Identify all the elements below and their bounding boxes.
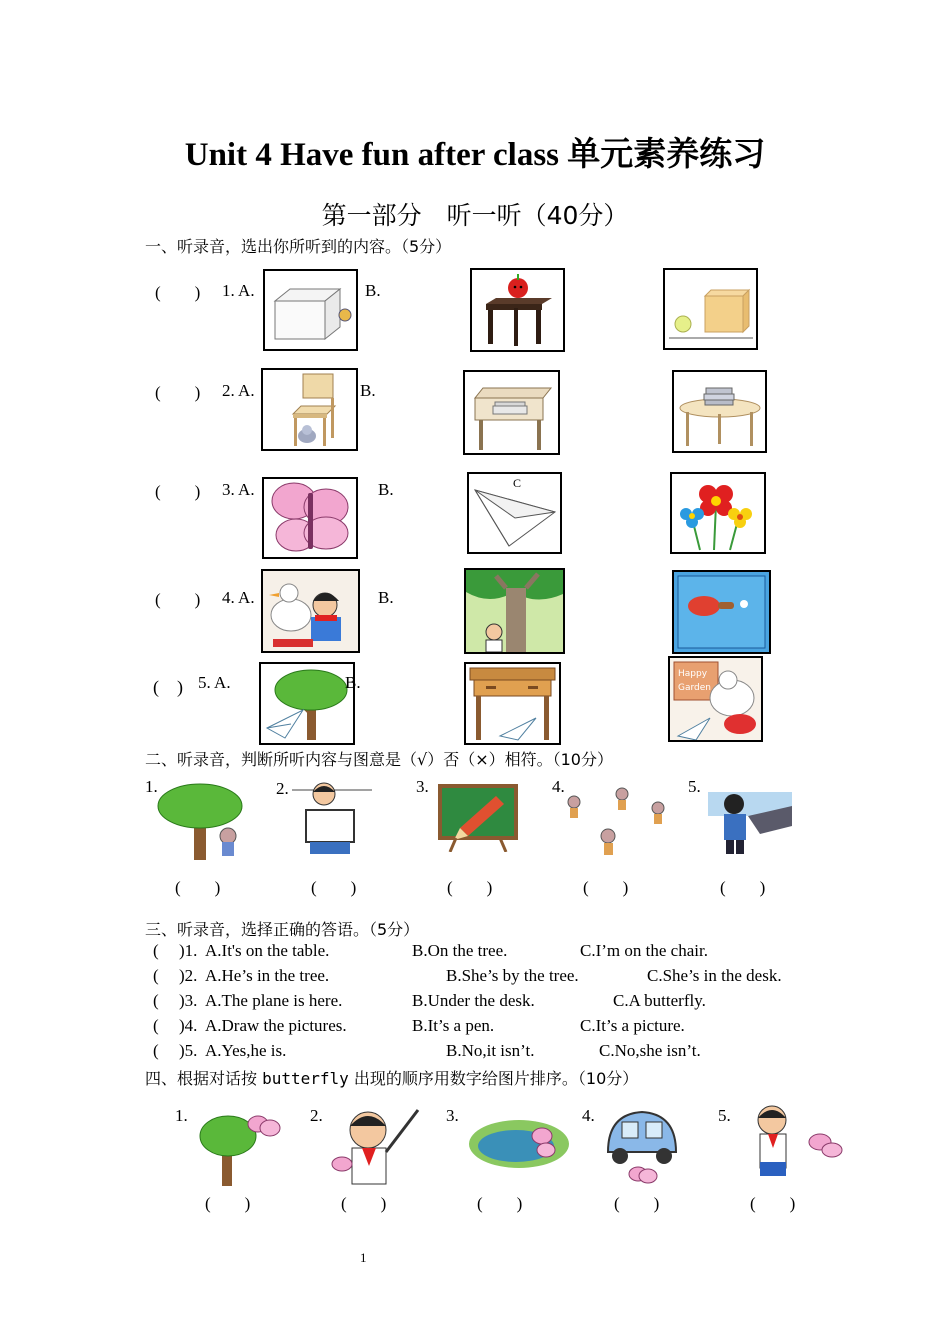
question-number: )5. — [179, 1041, 198, 1060]
option-b[interactable]: B.She’s by the tree. — [446, 966, 579, 985]
svg-text:Garden: Garden — [678, 683, 711, 693]
page-number: 1 — [360, 1250, 367, 1265]
option-c[interactable]: C.It’s a picture. — [580, 1016, 685, 1035]
garden-sign-picture[interactable] — [668, 656, 763, 742]
option-c[interactable]: C.No,she isn’t. — [599, 1041, 701, 1060]
ping-pong-paddle-picture[interactable] — [672, 570, 771, 654]
worksheet-title: Unit 4 Have fun after class 单元素养练习 — [184, 137, 766, 173]
option-b-label: B. — [378, 588, 394, 607]
item-number: 3. — [416, 777, 429, 796]
answer-blank[interactable]: ( — [153, 966, 159, 985]
option-c[interactable]: C.A butterfly. — [613, 991, 706, 1010]
answer-blank[interactable]: ( — [153, 1041, 159, 1060]
section3-heading: 三、听录音，选择正确的答语。（5分） — [145, 920, 420, 939]
option-c[interactable]: C.She’s in the desk. — [647, 966, 782, 985]
option-b-label: B. — [365, 281, 381, 300]
butterfly-over-pond-image — [466, 1110, 572, 1172]
question-number: )4. — [179, 1016, 198, 1035]
sign-text: Happy — [678, 669, 708, 679]
desk-with-books-picture[interactable] — [463, 370, 560, 455]
option-c[interactable]: C.I’m on the chair. — [580, 941, 708, 960]
answer-blank[interactable]: ( ) — [614, 1194, 660, 1213]
apple-on-table-picture[interactable] — [470, 268, 565, 352]
answer-blank[interactable]: ( — [153, 941, 159, 960]
answer-blank[interactable]: ( ) — [175, 878, 221, 897]
paper-plane-picture[interactable] — [467, 472, 562, 554]
answer-blank[interactable]: ( ) — [153, 677, 183, 697]
answer-blank[interactable]: ( ) — [750, 1194, 796, 1213]
boy-behind-tree-picture[interactable] — [464, 568, 565, 654]
books-on-table-picture[interactable] — [672, 370, 767, 453]
option-b-label: B. — [360, 381, 376, 400]
item-number: 5. — [688, 777, 701, 796]
mouse-by-tree-image — [154, 780, 260, 862]
butterfly-picture[interactable] — [262, 477, 358, 559]
answer-blank[interactable]: ( — [153, 991, 159, 1010]
option-a[interactable]: A.He’s in the tree. — [205, 966, 330, 985]
question-number: )2. — [179, 966, 198, 985]
option-c-label: C — [513, 476, 522, 490]
plane-by-tree-picture[interactable] — [259, 662, 355, 745]
answer-blank[interactable]: ( ) — [477, 1194, 523, 1213]
butterfly-by-tree-image — [192, 1106, 284, 1186]
answer-blank[interactable]: ( ) — [583, 878, 629, 897]
answer-blank[interactable]: ( ) — [205, 1194, 251, 1213]
boy-with-butterfly-image — [322, 1102, 432, 1186]
girl-with-butterfly-image — [736, 1102, 846, 1182]
option-a[interactable]: A.Yes,he is. — [205, 1041, 287, 1060]
option-b[interactable]: B.It’s a pen. — [412, 1016, 495, 1035]
ball-next-to-box-picture[interactable] — [663, 268, 758, 350]
option-b[interactable]: B.No,it isn’t. — [446, 1041, 535, 1060]
item-number: 2. — [310, 1106, 323, 1125]
section4-heading: 四、根据对话按 butterfly 出现的顺序用数字给图片排序。（10分） — [145, 1069, 639, 1088]
answer-blank[interactable]: ( — [153, 1016, 159, 1035]
answer-blank[interactable]: ( ) — [155, 482, 201, 501]
cat-under-chair-picture[interactable] — [261, 368, 358, 451]
girl-with-duck-picture[interactable] — [261, 569, 360, 653]
option-b[interactable]: B.On the tree. — [412, 941, 508, 960]
answer-blank[interactable]: ( ) — [155, 590, 201, 609]
item-number: 4. — [582, 1106, 595, 1125]
item-number: 1. — [145, 777, 158, 796]
answer-blank[interactable]: ( ) — [720, 878, 766, 897]
boy-drawing-image — [292, 780, 372, 854]
question-number: 3. A. — [222, 480, 255, 499]
item-number: 2. — [276, 779, 289, 798]
answer-blank[interactable]: ( ) — [311, 878, 357, 897]
option-b[interactable]: B.Under the desk. — [412, 991, 535, 1010]
question-number: )3. — [179, 991, 198, 1010]
mice-running-image — [560, 782, 670, 862]
question-number: 5. A. — [198, 673, 231, 692]
pencil-on-board-image — [436, 782, 520, 852]
item-number: 5. — [718, 1106, 731, 1125]
option-b-label: B. — [378, 480, 394, 499]
boy-at-desk-image — [708, 786, 792, 856]
item-number: 4. — [552, 777, 565, 796]
question-number: )1. — [179, 941, 198, 960]
part-title: 第一部分 听一听（40分） — [321, 201, 629, 230]
box-ball-behind-picture[interactable] — [263, 269, 358, 351]
item-number: 3. — [446, 1106, 459, 1125]
question-number: 4. A. — [222, 588, 255, 607]
question-number: 2. A. — [222, 381, 255, 400]
answer-blank[interactable]: ( ) — [341, 1194, 387, 1213]
option-a[interactable]: A.The plane is here. — [205, 991, 343, 1010]
answer-blank[interactable]: ( ) — [155, 383, 201, 402]
flowers-picture[interactable] — [670, 472, 766, 554]
butterfly-under-car-image — [602, 1104, 682, 1188]
question-number: 1. A. — [222, 281, 255, 300]
item-number: 1. — [175, 1106, 188, 1125]
option-a[interactable]: A.It's on the table. — [205, 941, 330, 960]
plane-under-desk-picture[interactable] — [464, 662, 561, 745]
section2-heading: 二、听录音，判断所听内容与图意是（√）否（×）相符。（10分） — [145, 750, 613, 769]
option-a[interactable]: A.Draw the pictures. — [205, 1016, 347, 1035]
answer-blank[interactable]: ( ) — [447, 878, 493, 897]
section1-heading: 一、听录音，选出你所听到的内容。（5分） — [145, 237, 452, 256]
answer-blank[interactable]: ( ) — [155, 283, 201, 302]
option-b-label: B. — [345, 673, 361, 692]
